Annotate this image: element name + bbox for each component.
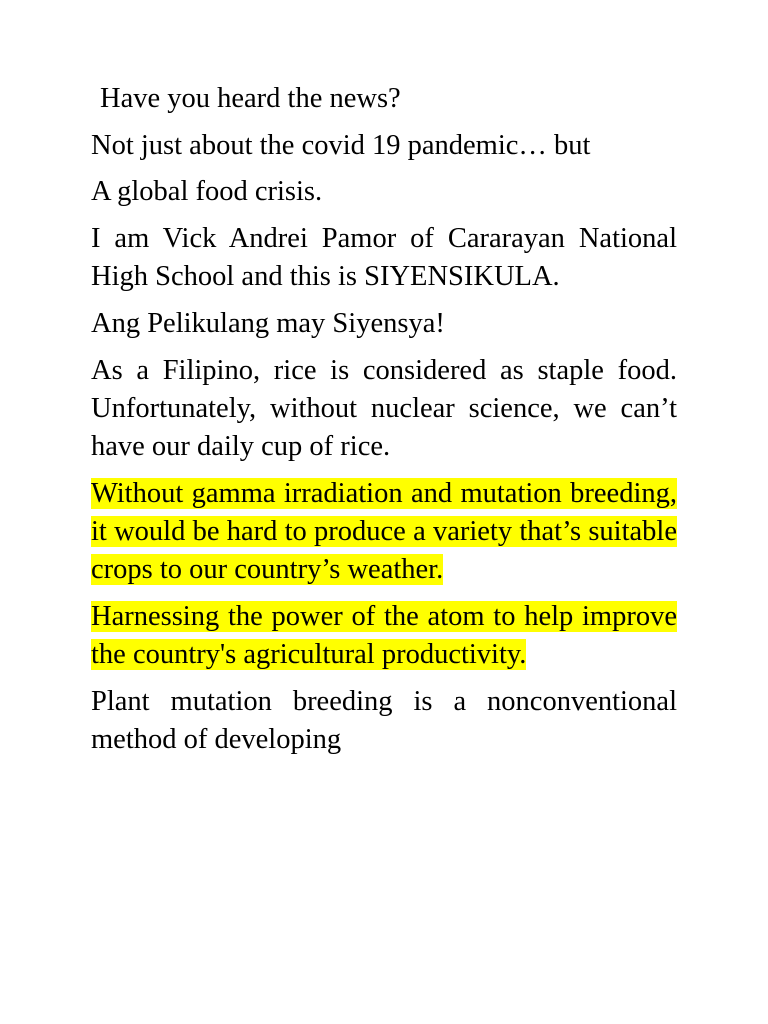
document-page — [91, 80, 677, 759]
paragraph-text: Have you heard the news? — [100, 83, 401, 114]
paragraph-rice-staple — [91, 352, 677, 467]
paragraph-harnessing-atom — [91, 598, 677, 674]
paragraph-text: I am Vick Andrei Pamor of Cararayan National High School and this is SIYENSIKULA. — [91, 223, 677, 293]
paragraph-tagline — [91, 305, 677, 343]
highlighted-text: Without gamma irradiation and mutation breeding, it would be hard to produce a variety that’s suitable crops to our country’s weather. — [91, 477, 677, 586]
paragraph-pandemic — [91, 127, 677, 165]
paragraph-news-question — [91, 80, 677, 118]
paragraph-text: A global food crisis. — [91, 176, 323, 208]
paragraph-text: Plant mutation breeding is a nonconventional method of developing — [91, 685, 677, 756]
paragraph-introduction — [91, 220, 677, 296]
highlighted-text: Harnessing the power of the atom to help improve the country's agricultural productivity. — [91, 600, 677, 671]
paragraph-text: Ang Pelikulang may Siyensya! — [91, 308, 445, 340]
paragraph-gamma-irradiation — [91, 475, 677, 590]
paragraph-mutation-breeding — [91, 683, 677, 759]
paragraph-food-crisis — [91, 173, 677, 211]
paragraph-text: As a Filipino, rice is considered as staple food. Unfortunately, without nuclear science, we can’t have our daily cup of rice. — [91, 354, 677, 463]
truncated-paragraph-wrapper — [91, 683, 677, 759]
paragraph-text: Not just about the covid 19 pandemic… but — [91, 129, 591, 161]
